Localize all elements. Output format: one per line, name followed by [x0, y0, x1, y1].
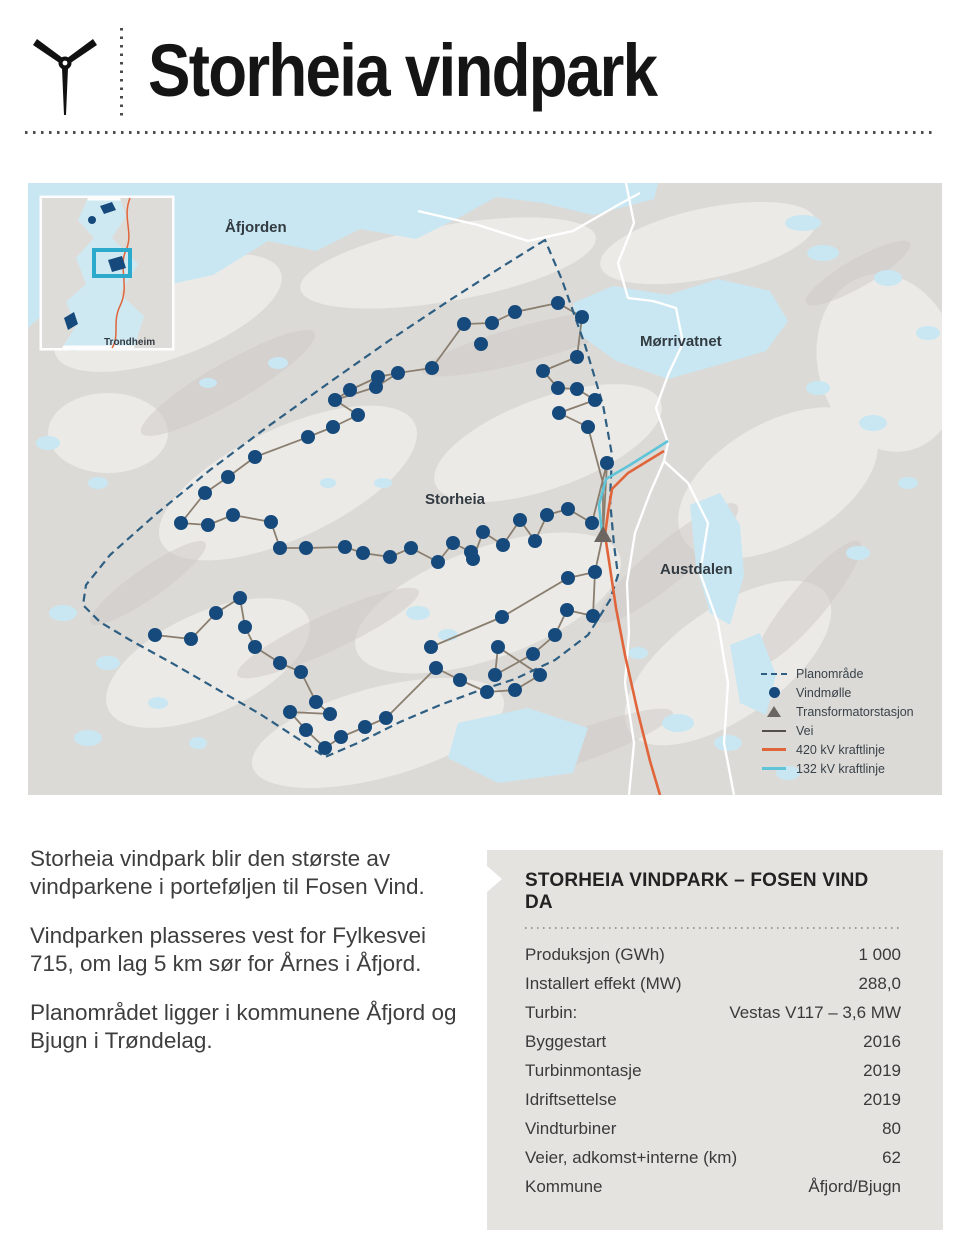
turbine-dot — [343, 383, 357, 397]
turbine-dot — [476, 525, 490, 539]
table-row: Produksjon (GWh) 1 000 — [525, 945, 901, 964]
turbine-dot — [248, 640, 262, 654]
turbine-dot — [226, 508, 240, 522]
turbine-dot — [570, 382, 584, 396]
turbine-dot-icon — [761, 687, 787, 698]
turbine-dot — [560, 603, 574, 617]
map-label-austdalen: Austdalen — [660, 561, 733, 578]
turbine-dot — [508, 683, 522, 697]
table-row: Idriftsettelse 2019 — [525, 1090, 901, 1109]
turbine-dot — [391, 366, 405, 380]
turbine-dot — [323, 707, 337, 721]
turbine-dot — [491, 640, 505, 654]
turbine-dot — [238, 620, 252, 634]
map-label-storheia: Storheia — [425, 491, 486, 508]
turbine-dot — [551, 296, 565, 310]
road-line-icon — [761, 730, 787, 732]
turbine-dot — [585, 516, 599, 530]
header-dotted-rule — [25, 131, 937, 134]
windpark-map — [28, 183, 942, 795]
turbine-dot — [551, 381, 565, 395]
turbine-dot — [301, 430, 315, 444]
turbine-dot — [513, 513, 527, 527]
turbine-dot — [485, 316, 499, 330]
legend-item-132kv: 132 kV kraftlinje — [761, 759, 914, 778]
legend-item-transformatorstasjon: Transformatorstasjon — [761, 702, 914, 721]
turbine-dot — [575, 310, 589, 324]
turbine-dot — [273, 541, 287, 555]
turbine-dot — [201, 518, 215, 532]
paragraph-1: Storheia vindpark blir den største av vindparkene i porteføljen til Fosen Vind. — [30, 846, 425, 899]
turbine-dot — [536, 364, 550, 378]
map-legend — [761, 664, 914, 778]
turbine-dot — [383, 550, 397, 564]
infobox-dotted-rule — [525, 927, 901, 929]
wind-turbine-icon — [30, 36, 100, 116]
legend-item-vei: Vei — [761, 721, 914, 740]
turbine-dot — [248, 450, 262, 464]
turbine-dot — [283, 705, 297, 719]
turbine-dot — [148, 628, 162, 642]
turbine-dot — [561, 502, 575, 516]
table-row: Installert effekt (MW) 288,0 — [525, 974, 901, 993]
turbine-dot — [588, 565, 602, 579]
paragraph-3: Planområdet ligger i kommunene Åfjord og Bjugn i Trøndelag. — [30, 1000, 457, 1053]
turbine-dot — [508, 305, 522, 319]
turbine-dot — [174, 516, 188, 530]
turbine-dot — [586, 609, 600, 623]
table-row: Veier, adkomst+interne (km) 62 — [525, 1148, 901, 1167]
powerline-420-icon — [761, 748, 787, 751]
legend-item-vindmolle: Vindmølle — [761, 683, 914, 702]
infobox-arrow-notch — [487, 866, 502, 892]
turbine-dot — [429, 661, 443, 675]
turbine-dot — [446, 536, 460, 550]
paragraph-2: Vindparken plasseres vest for Fylkesvei 715, om lag 5 km sør for Årnes i Åfjord. — [30, 923, 427, 976]
table-row: Turbinmontasje 2019 — [525, 1061, 901, 1080]
turbine-dot — [548, 628, 562, 642]
turbine-dot — [184, 632, 198, 646]
turbine-dot — [496, 538, 510, 552]
turbine-dot — [209, 606, 223, 620]
turbine-dot — [198, 486, 212, 500]
turbine-dot — [379, 711, 393, 725]
turbine-dot — [351, 408, 365, 422]
page-title: Storheia vindpark — [148, 29, 657, 112]
turbine-dot — [528, 534, 542, 548]
turbine-dot — [356, 546, 370, 560]
map-label-afjorden: Åfjorden — [225, 219, 287, 236]
turbine-dot — [371, 370, 385, 384]
turbine-dot — [273, 656, 287, 670]
inset-map — [42, 198, 172, 348]
turbine-dot — [600, 456, 614, 470]
table-row: Turbin: Vestas V117 – 3,6 MW — [525, 1003, 901, 1022]
turbine-dot — [488, 668, 502, 682]
turbine-dot — [581, 420, 595, 434]
turbine-dot — [474, 337, 488, 351]
turbine-dot — [540, 508, 554, 522]
turbine-dot — [294, 665, 308, 679]
turbine-dot — [404, 541, 418, 555]
factsheet-infobox — [487, 850, 943, 1230]
turbine-dot — [309, 695, 323, 709]
turbine-dot — [334, 730, 348, 744]
turbine-dot — [431, 555, 445, 569]
turbine-dot — [480, 685, 494, 699]
table-row: Byggestart 2016 — [525, 1032, 901, 1051]
map-label-morrivatnet: Mørrivatnet — [640, 333, 722, 350]
turbine-dot — [588, 393, 602, 407]
table-row: Kommune Åfjord/Bjugn — [525, 1177, 901, 1196]
turbine-dot — [570, 350, 584, 364]
triangle-icon — [761, 706, 787, 717]
turbine-dot — [561, 571, 575, 585]
powerline-132-icon — [761, 767, 787, 770]
turbine-dot — [328, 393, 342, 407]
turbine-dot — [424, 640, 438, 654]
infobox-title: STORHEIA VINDPARK – FOSEN VIND DA — [525, 870, 869, 913]
intro-text-column — [30, 845, 462, 1076]
turbine-dot — [495, 610, 509, 624]
legend-item-420kv: 420 kV kraftlinje — [761, 740, 914, 759]
turbine-dot — [299, 723, 313, 737]
turbine-dot — [318, 741, 332, 755]
turbine-dot — [221, 470, 235, 484]
turbine-dot — [299, 541, 313, 555]
turbine-dot — [264, 515, 278, 529]
header-vertical-dotted-divider — [120, 28, 123, 116]
turbine-dot — [453, 673, 467, 687]
turbine-dot — [533, 668, 547, 682]
inset-city-label: Trondheim — [104, 337, 156, 348]
table-row: Vindturbiner 80 — [525, 1119, 901, 1138]
turbine-dot — [457, 317, 471, 331]
turbine-dot — [326, 420, 340, 434]
legend-item-planomrade: Planområde — [761, 664, 914, 683]
turbine-dot — [552, 406, 566, 420]
turbine-dot — [338, 540, 352, 554]
turbine-dot — [233, 591, 247, 605]
turbine-dot — [358, 720, 372, 734]
turbine-dot — [526, 647, 540, 661]
turbine-dot — [425, 361, 439, 375]
dashed-line-icon — [761, 673, 787, 675]
turbine-dot — [466, 552, 480, 566]
